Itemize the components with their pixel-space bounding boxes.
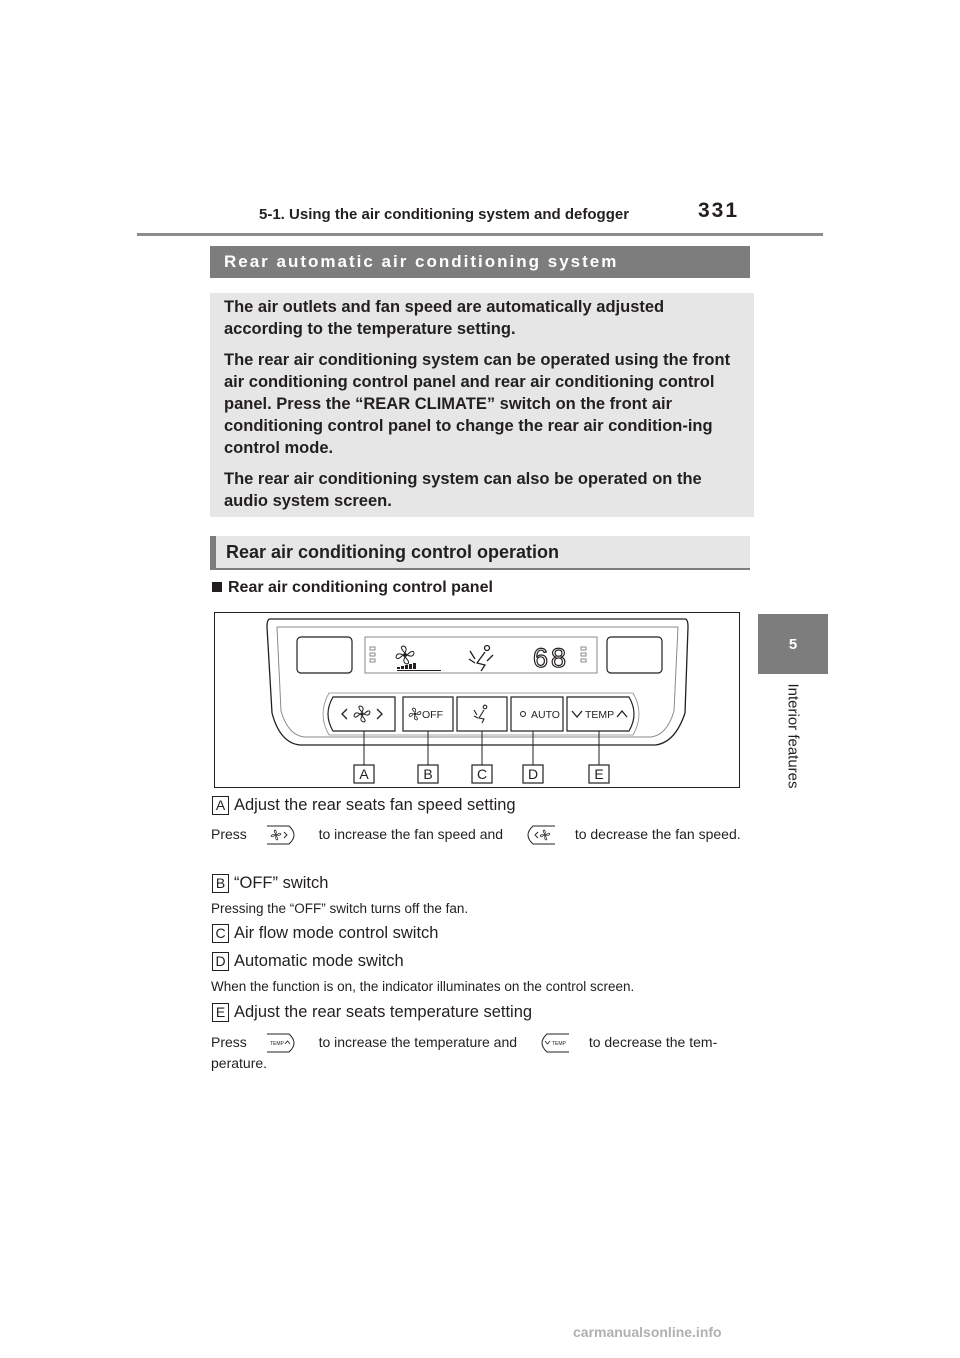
temperature-readout: 68 bbox=[533, 643, 570, 673]
item-letter: C bbox=[212, 924, 229, 943]
chapter-tab: 5 bbox=[758, 614, 828, 674]
desc-text: to increase the temperature and bbox=[318, 1034, 518, 1050]
temp-icon-label: TEMP bbox=[269, 1041, 284, 1048]
control-panel-illustration bbox=[215, 613, 739, 787]
item-title: Adjust the rear seats fan speed setting bbox=[234, 796, 516, 814]
desc-text: Press bbox=[211, 826, 247, 842]
control-panel-figure bbox=[214, 612, 740, 788]
section-title: Rear automatic air conditioning system bbox=[210, 246, 750, 278]
item-title: Air flow mode control switch bbox=[234, 924, 439, 942]
desc-text: to decrease the tem-perature. bbox=[211, 1034, 718, 1072]
summary-box bbox=[210, 293, 754, 517]
callout-label: C bbox=[476, 766, 488, 782]
item-letter: D bbox=[212, 952, 229, 971]
item-b-description: Pressing the “OFF” switch turns off the fan. bbox=[211, 901, 469, 916]
desc-text: to increase the fan speed and bbox=[318, 826, 504, 842]
panel-heading bbox=[212, 579, 493, 597]
item-letter: B bbox=[212, 874, 229, 893]
item-letter: E bbox=[212, 1003, 229, 1022]
off-button-label: OFF bbox=[422, 709, 443, 721]
temp-button-label: TEMP bbox=[585, 709, 615, 721]
item-title: “OFF” switch bbox=[234, 874, 329, 892]
callout-label: A bbox=[359, 766, 369, 782]
item-e bbox=[212, 1003, 532, 1022]
item-a bbox=[212, 796, 516, 815]
header-divider bbox=[137, 233, 823, 236]
desc-text: Press bbox=[211, 1034, 247, 1050]
item-b bbox=[212, 874, 328, 893]
desc-text: to decrease the fan speed. bbox=[574, 826, 741, 842]
item-letter: A bbox=[212, 796, 229, 815]
page-number: 331 bbox=[698, 199, 740, 222]
item-e-description bbox=[211, 1032, 741, 1074]
callout-label: D bbox=[527, 766, 539, 782]
callout-label: B bbox=[423, 766, 433, 782]
temp-icon-label: TEMP bbox=[551, 1041, 566, 1048]
item-d bbox=[212, 952, 404, 971]
watermark: carmanualsonline.info bbox=[573, 1324, 722, 1340]
item-d-description: When the function is on, the indicator illuminates on the control screen. bbox=[211, 979, 635, 994]
square-bullet-icon bbox=[212, 582, 222, 592]
item-title: Adjust the rear seats temperature setting bbox=[234, 1003, 533, 1021]
item-title: Automatic mode switch bbox=[234, 952, 404, 970]
chapter-tab-label: Interior features bbox=[784, 683, 802, 789]
chapter-heading: 5-1. Using the air conditioning system and defogger bbox=[259, 206, 630, 223]
summary-paragraph: The air outlets and fan speed are automatically adjusted according to the temperature setting. bbox=[224, 298, 665, 338]
auto-button-label: AUTO bbox=[531, 709, 560, 721]
item-a-description bbox=[211, 824, 741, 845]
temp-increase-button-icon bbox=[265, 1033, 301, 1053]
fan-decrease-button-icon bbox=[521, 825, 557, 845]
callout-label: E bbox=[594, 766, 604, 782]
fan-increase-button-icon bbox=[265, 825, 301, 845]
item-c bbox=[212, 924, 439, 943]
subsection-title: Rear air conditioning control operation bbox=[210, 536, 750, 570]
summary-paragraph: The rear air conditioning system can also be operated on the audio system screen. bbox=[224, 470, 702, 510]
summary-paragraph: The rear air conditioning system can be operated using the front air conditioning control panel and rear air conditioning control panel. Press the “REAR CLIMATE” switch on the front air conditioning control panel to change the rear air condition-ing control mode. bbox=[224, 351, 731, 457]
temp-decrease-button-icon bbox=[535, 1033, 571, 1053]
panel-heading-text: Rear air conditioning control panel bbox=[228, 579, 493, 596]
